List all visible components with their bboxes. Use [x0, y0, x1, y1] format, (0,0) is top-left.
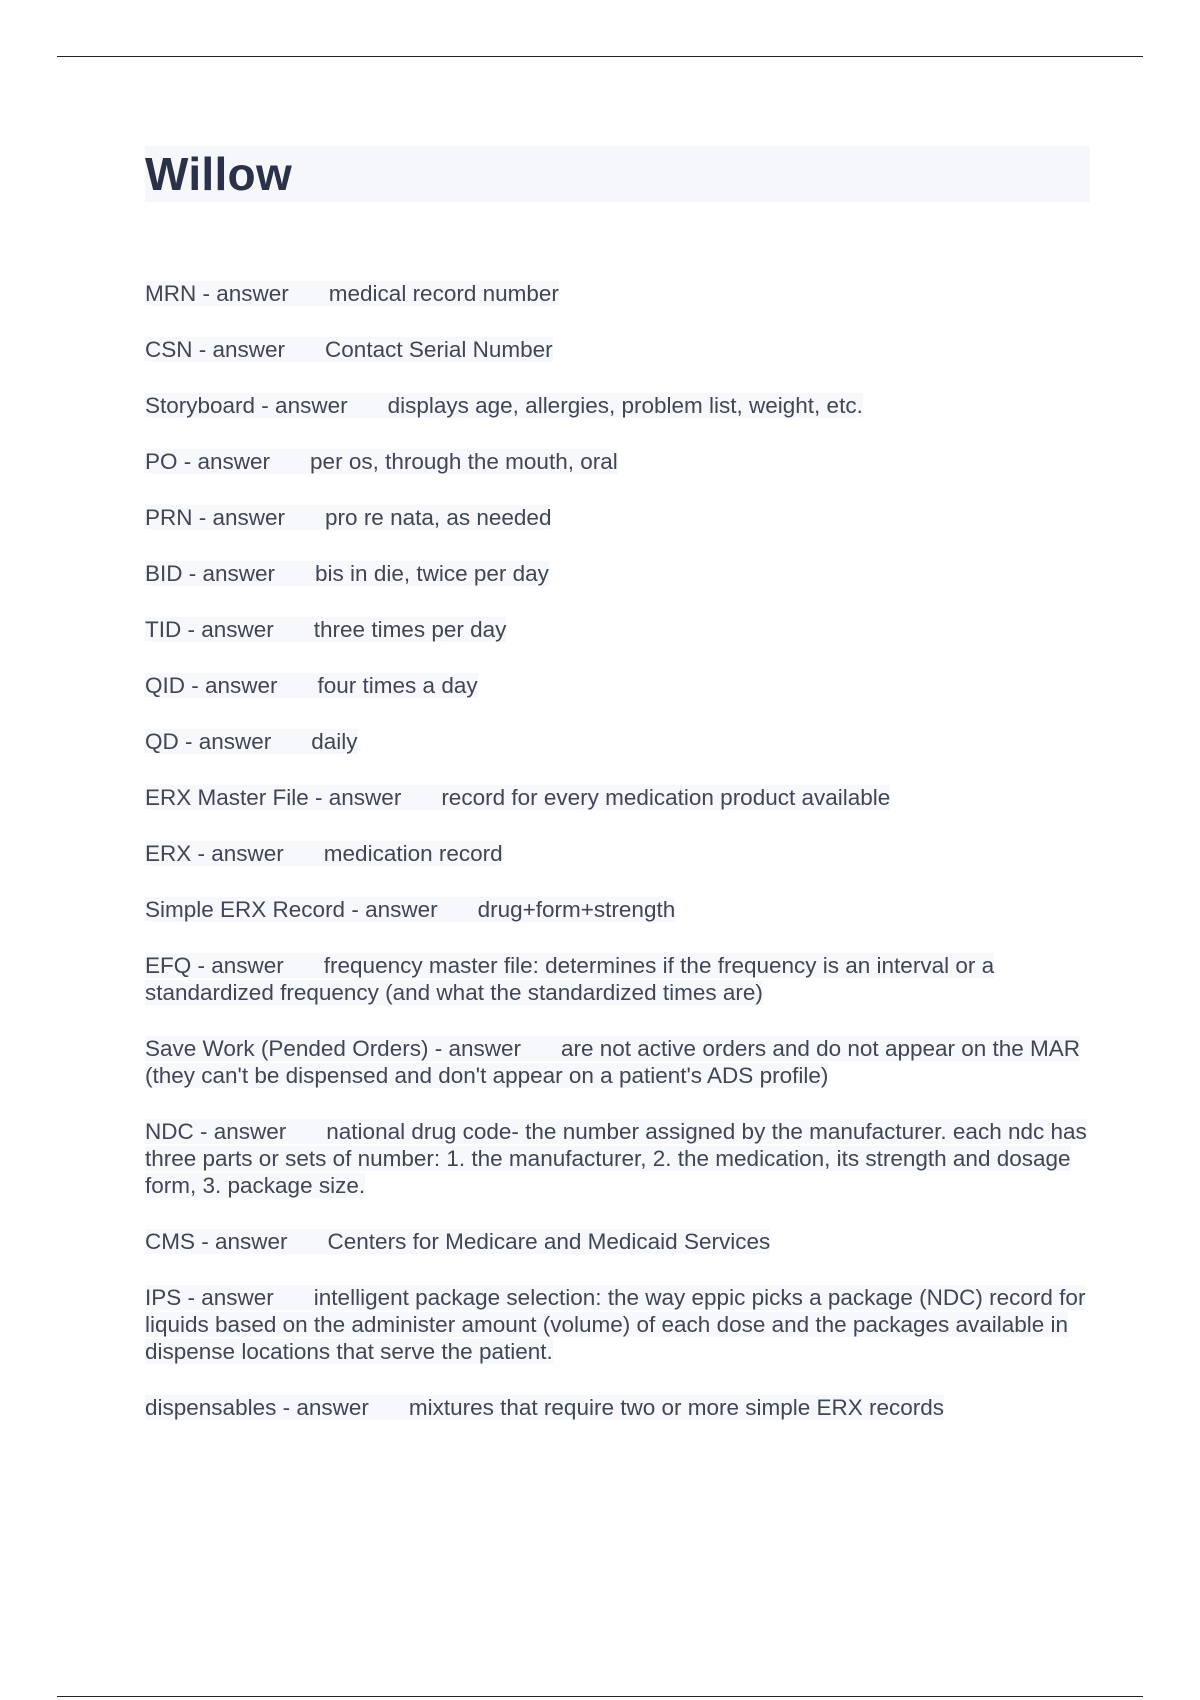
entry-term: Save Work (Pended Orders) - answer [145, 1036, 521, 1061]
entry-definition: national drug code- the number assigned by the manufacturer. each ndc has three parts or sets of number: 1. the manufacturer, 2. the medication, its strength and dosage form, 3. package size. [145, 1119, 1087, 1198]
list-item [145, 896, 1090, 923]
list-item [145, 728, 1090, 755]
entry-definition: medication record [323, 841, 503, 866]
entry-term: PO - answer [145, 449, 271, 474]
entry-term: PRN - answer [145, 505, 286, 530]
entry-definition: pro re nata, as needed [325, 505, 552, 530]
top-rule [57, 56, 1143, 57]
entry-term: CSN - answer [145, 337, 286, 362]
entry-term: ERX - answer [145, 841, 284, 866]
document-title: Willow [145, 148, 293, 200]
entry-term: MRN - answer [145, 281, 289, 306]
bottom-rule [57, 1696, 1143, 1697]
entry-term: CMS - answer [145, 1229, 288, 1254]
entry-definition: bis in die, twice per day [315, 561, 549, 586]
entry-list [145, 280, 1090, 1450]
entry-definition: three times per day [313, 617, 507, 642]
entry-definition: drug+form+strength [477, 897, 676, 922]
entry-definition: Contact Serial Number [325, 337, 553, 362]
entry-term: TID - answer [145, 617, 274, 642]
entry-definition: frequency master file: determines if the frequency is an interval or a standardized frequency (and what the standardized times are) [145, 953, 995, 1005]
list-item [145, 616, 1090, 643]
entry-definition: four times a day [317, 673, 478, 698]
entry-term: dispensables - answer [145, 1395, 369, 1420]
entry-definition: medical record number [328, 281, 559, 306]
entry-definition: daily [311, 729, 358, 754]
entry-term: ERX Master File - answer [145, 785, 402, 810]
list-item [145, 672, 1090, 699]
entry-term: Simple ERX Record - answer [145, 897, 438, 922]
entry-term: Storyboard - answer [145, 393, 348, 418]
entry-term: BID - answer [145, 561, 276, 586]
list-item [145, 1394, 1090, 1421]
list-item [145, 280, 1090, 307]
entry-definition: record for every medication product available [441, 785, 891, 810]
list-item [145, 336, 1090, 363]
list-item [145, 1118, 1090, 1199]
list-item [145, 560, 1090, 587]
entry-definition: intelligent package selection: the way eppic picks a package (NDC) record for liquids based on the administer amount (volume) of each dose and the packages available in dispense locations that serve the patient. [145, 1285, 1086, 1364]
entry-term: EFQ - answer [145, 953, 284, 978]
entry-term: IPS - answer [145, 1285, 274, 1310]
list-item [145, 784, 1090, 811]
list-item [145, 1228, 1090, 1255]
entry-term: QD - answer [145, 729, 272, 754]
list-item [145, 952, 1090, 1006]
list-item [145, 392, 1090, 419]
entry-definition: Centers for Medicare and Medicaid Services [327, 1229, 771, 1254]
entry-term: QID - answer [145, 673, 278, 698]
list-item [145, 1035, 1090, 1089]
list-item [145, 448, 1090, 475]
list-item [145, 504, 1090, 531]
entry-definition: are not active orders and do not appear on the MAR (they can't be dispensed and don't appear on a patient's ADS profile) [145, 1036, 1081, 1088]
list-item [145, 840, 1090, 867]
entry-definition: per os, through the mouth, oral [310, 449, 618, 474]
list-item [145, 1284, 1090, 1365]
entry-term: NDC - answer [145, 1119, 287, 1144]
entry-definition: displays age, allergies, problem list, weight, etc. [387, 393, 863, 418]
entry-definition: mixtures that require two or more simple ERX records [408, 1395, 945, 1420]
